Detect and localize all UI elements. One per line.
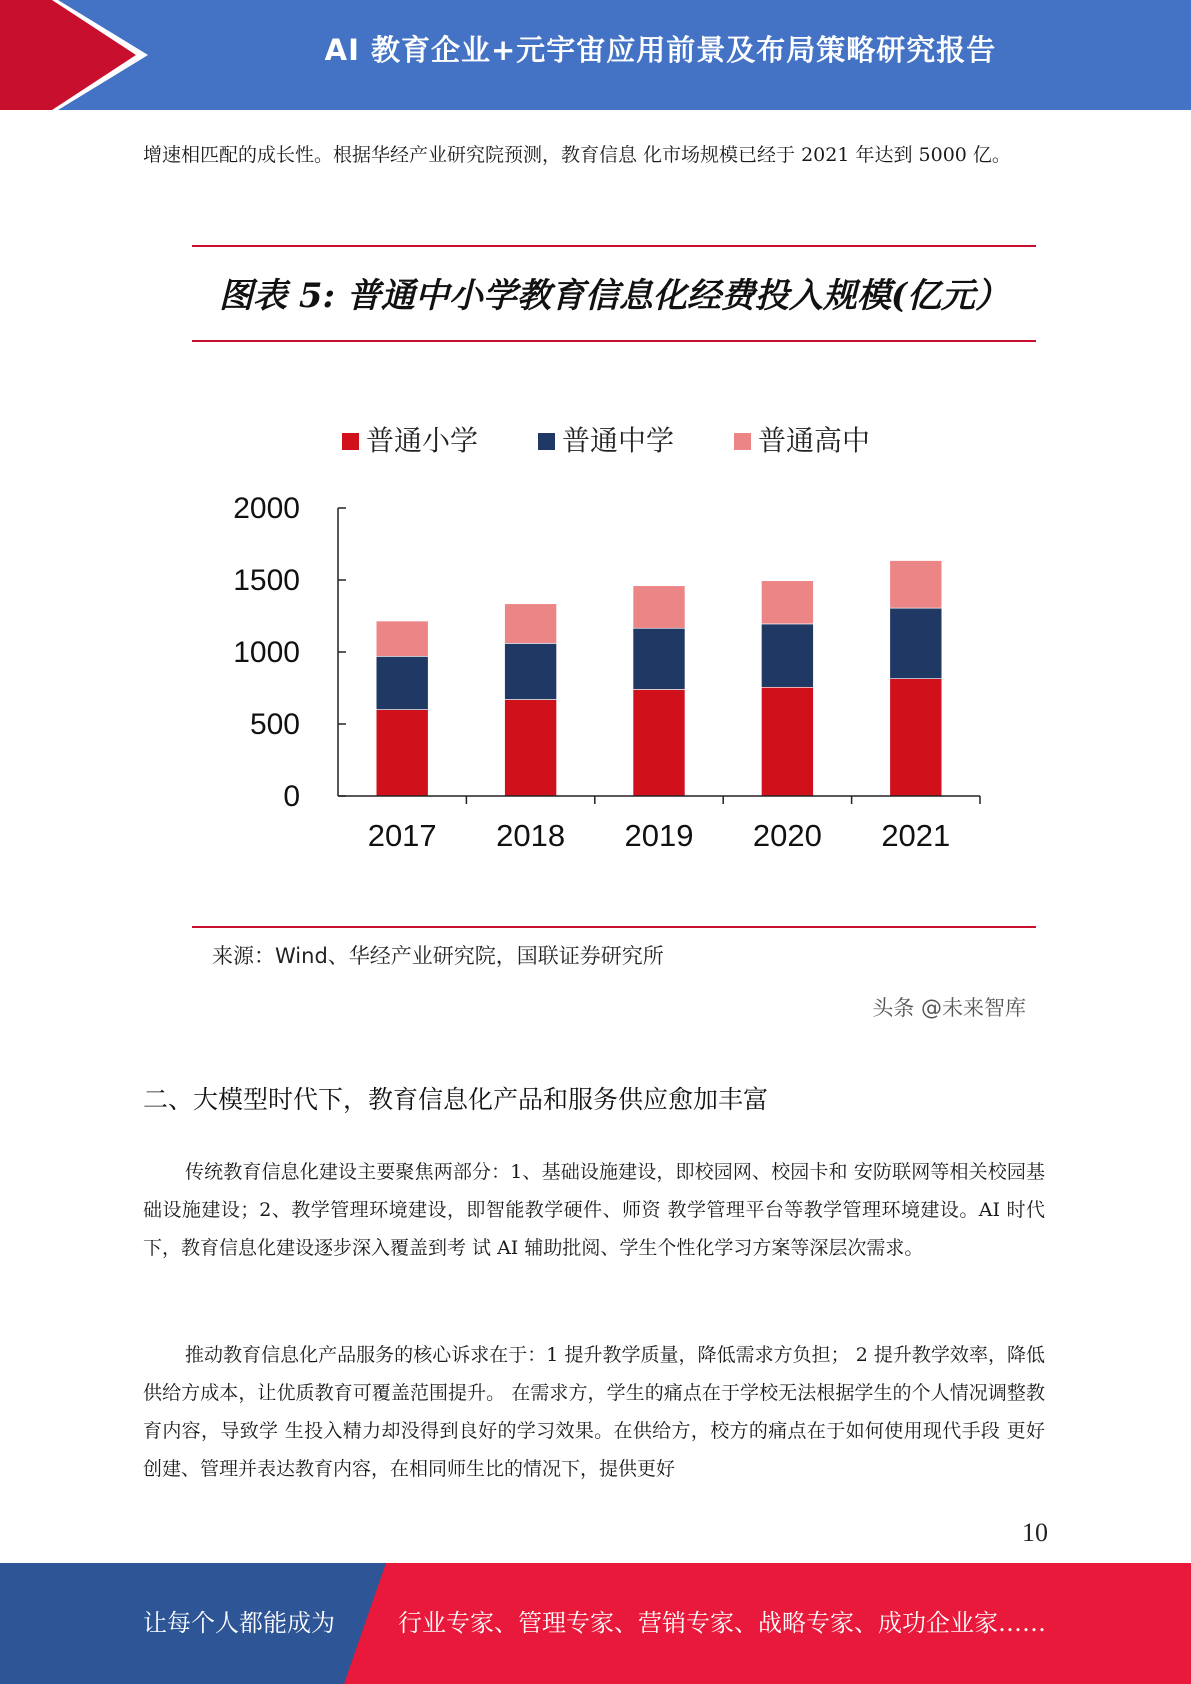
bar-2021-series-0	[890, 679, 942, 796]
bar-2017-series-2	[376, 621, 428, 656]
legend-swatch-2	[734, 433, 751, 450]
stacked-bar-chart	[192, 400, 1036, 870]
report-title: AI 教育企业+元宇宙应用前景及布局策略研究报告	[324, 33, 997, 67]
bar-2018-series-2	[505, 604, 557, 644]
bar-2020-series-0	[761, 687, 813, 796]
figure-bottom-rule	[192, 926, 1036, 928]
page-footer	[0, 1563, 1191, 1684]
footer-slogan-right: 行业专家、管理专家、营销专家、战略专家、成功企业家……	[398, 1609, 1046, 1637]
bar-2020-series-2	[761, 581, 813, 624]
y-tick-label-1: 500	[249, 708, 300, 741]
x-axis	[338, 796, 980, 853]
figure-source: 来源：Wind、华经产业研究院，国联证券研究所	[212, 944, 664, 968]
section-paragraph-1: 传统教育信息化建设主要聚焦两部分：1、基础设施建设，即校园网、校园卡和 安防联网等相关校园基础设施建设；2、教学管理环境建设，即智能教学硬件、师资 教学管理平台等教学管理环境建设。AI 时代下，教育信息化建设逐步深入覆盖到考 试 AI 辅助批阅、学生个性化学习方案等深层次需求。	[143, 1161, 1045, 1259]
legend-swatch-1	[538, 433, 555, 450]
page-number: 10	[1022, 1518, 1048, 1547]
intro-paragraph: 增速相匹配的成长性。根据华经产业研究院预测，教育信息 化市场规模已经于 2021 年达到 5000 亿。	[143, 144, 1011, 166]
x-tick-label-2: 2019	[624, 818, 694, 853]
bar-2021-series-1	[890, 608, 942, 679]
legend-label-1: 普通中学	[562, 424, 675, 457]
footer-slogan-left: 让每个人都能成为	[143, 1609, 335, 1637]
legend-label-0: 普通小学	[366, 424, 479, 457]
bar-2018-series-1	[505, 643, 557, 699]
y-tick-label-2: 1000	[233, 636, 300, 669]
page-header	[0, 0, 1191, 110]
y-tick-label-4: 2000	[233, 492, 300, 525]
chart-legend	[342, 424, 870, 457]
bar-2017-series-1	[376, 656, 428, 709]
bar-area	[376, 561, 942, 796]
x-tick-label-0: 2017	[367, 818, 437, 853]
bar-2017-series-0	[376, 710, 428, 796]
y-axis	[233, 492, 346, 813]
x-tick-label-3: 2020	[752, 818, 822, 853]
section-heading: 二、大模型时代下，教育信息化产品和服务供应愈加丰富	[143, 1085, 769, 1114]
x-tick-label-1: 2018	[496, 818, 566, 853]
figure-title-rule	[192, 340, 1036, 342]
bar-2019-series-1	[633, 628, 685, 689]
bar-2019-series-0	[633, 689, 685, 796]
bar-2021-series-2	[890, 561, 942, 609]
y-tick-label-3: 1500	[233, 564, 300, 597]
figure-top-rule	[192, 245, 1036, 247]
watermark: 头条 @未来智库	[872, 996, 1026, 1020]
bar-2019-series-2	[633, 586, 685, 628]
figure-title: 图表 5: 普通中小学教育信息化经费投入规模(亿元）	[219, 276, 1009, 316]
header-arrow-decoration	[0, 0, 160, 110]
legend-swatch-0	[342, 433, 359, 450]
bar-2020-series-1	[761, 624, 813, 687]
x-tick-label-4: 2021	[881, 818, 951, 853]
bar-2018-series-0	[505, 700, 557, 796]
legend-label-2: 普通高中	[758, 424, 871, 457]
y-tick-label-0: 0	[283, 780, 300, 813]
section-paragraph-2: 推动教育信息化产品服务的核心诉求在于：1 提升教学质量，降低需求方负担； 2 提升教学效率，降低供给方成本，让优质教育可覆盖范围提升。 在需求方，学生的痛点在于学校无法根据学生的个人情况调整教育内容，导致学 生投入精力却没得到良好的学习效果。在供给方，校方的痛点在于如何使用现代手段 更好创建、管理并表达教育内容，在相同师生比的情况下，提供更好	[143, 1344, 1045, 1480]
